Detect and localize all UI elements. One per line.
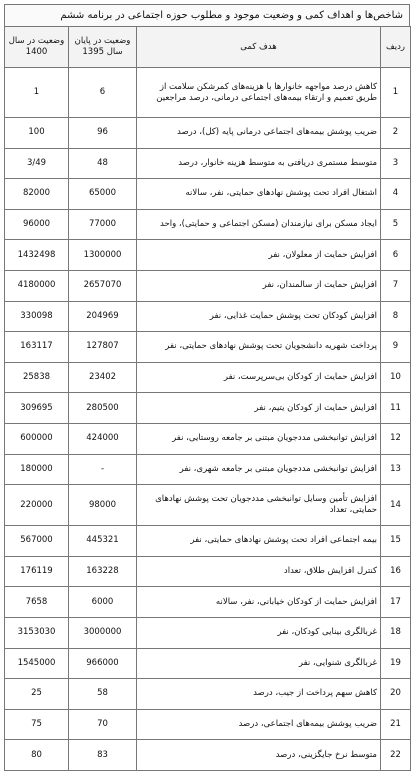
row-status-1400: 4180000 bbox=[5, 270, 69, 301]
row-goal: افزایش حمایت از کودکان بی‌سرپرست، نفر bbox=[137, 362, 381, 393]
row-status-1395: 58 bbox=[69, 679, 137, 710]
row-number: 14 bbox=[381, 485, 411, 526]
row-number: 11 bbox=[381, 393, 411, 424]
row-goal: ضریب پوشش بیمه‌های اجتماعی، درصد bbox=[137, 709, 381, 740]
table-row bbox=[5, 118, 411, 149]
row-number: 18 bbox=[381, 617, 411, 648]
row-status-1400: 96000 bbox=[5, 209, 69, 240]
row-goal: متوسط نرخ جایگزینی، درصد bbox=[137, 740, 381, 771]
row-status-1395: 1300000 bbox=[69, 240, 137, 271]
row-number: 8 bbox=[381, 301, 411, 332]
row-goal: افزایش حمایت از سالمندان، نفر bbox=[137, 270, 381, 301]
row-goal: کنترل افزایش طلاق، تعداد bbox=[137, 556, 381, 587]
row-number: 7 bbox=[381, 270, 411, 301]
row-status-1400: 220000 bbox=[5, 485, 69, 526]
row-number: 13 bbox=[381, 454, 411, 485]
row-goal: افزایش حمایت از کودکان خیابانی، نفر، سالانه bbox=[137, 587, 381, 618]
row-status-1400: 600000 bbox=[5, 423, 69, 454]
table-row bbox=[5, 679, 411, 710]
row-status-1400: 1 bbox=[5, 68, 69, 118]
header-status-1395: وضعیت در پایان سال 1395 bbox=[69, 27, 137, 68]
row-status-1395: 83 bbox=[69, 740, 137, 771]
indicators-table bbox=[4, 26, 411, 771]
table-row bbox=[5, 485, 411, 526]
document-page bbox=[4, 4, 410, 771]
row-goal: متوسط مستمری دریافتی به متوسط هزینه خانوار، درصد bbox=[137, 148, 381, 179]
table-row bbox=[5, 740, 411, 771]
row-status-1395: 96 bbox=[69, 118, 137, 149]
row-status-1395: 98000 bbox=[69, 485, 137, 526]
row-number: 20 bbox=[381, 679, 411, 710]
row-goal: افزایش تأمین وسایل توانبخشی مددجویان تحت پوشش نهادهای حمایتی، تعداد bbox=[137, 485, 381, 526]
header-radif: ردیف bbox=[381, 27, 411, 68]
row-status-1395: 3000000 bbox=[69, 617, 137, 648]
row-goal: اشتغال افراد تحت پوشش نهادهای حمایتی، نفر، سالانه bbox=[137, 179, 381, 210]
row-number: 17 bbox=[381, 587, 411, 618]
row-status-1400: 82000 bbox=[5, 179, 69, 210]
row-status-1400: 25838 bbox=[5, 362, 69, 393]
header-goal: هدف کمی bbox=[137, 27, 381, 68]
row-status-1400: 100 bbox=[5, 118, 69, 149]
row-number: 12 bbox=[381, 423, 411, 454]
row-number: 21 bbox=[381, 709, 411, 740]
row-goal: کاهش درصد مواجهه خانوارها با هزینه‌های کمرشکن سلامت از طریق تعمیم و ارتقاء بیمه‌های اجتماعی درمانی، درصد مراجعین bbox=[137, 68, 381, 118]
row-goal: افزایش کودکان تحت پوشش حمایت غذایی، نفر bbox=[137, 301, 381, 332]
row-goal: افزایش توانبخشی مددجویان مبتنی بر جامعه روستایی، نفر bbox=[137, 423, 381, 454]
row-status-1400: 3/49 bbox=[5, 148, 69, 179]
row-goal: غربالگری شنوایی، نفر bbox=[137, 648, 381, 679]
row-number: 6 bbox=[381, 240, 411, 271]
table-row bbox=[5, 648, 411, 679]
table-row bbox=[5, 393, 411, 424]
row-number: 15 bbox=[381, 526, 411, 557]
row-goal: افزایش توانبخشی مددجویان مبتنی بر جامعه شهری، نفر bbox=[137, 454, 381, 485]
table-row bbox=[5, 179, 411, 210]
row-goal: بیمه اجتماعی افراد تحت پوشش نهادهای حمایتی، نفر bbox=[137, 526, 381, 557]
row-goal: افزایش حمایت از کودکان یتیم، نفر bbox=[137, 393, 381, 424]
row-status-1395: 280500 bbox=[69, 393, 137, 424]
table-row bbox=[5, 556, 411, 587]
row-goal: ایجاد مسکن برای نیازمندان (مسکن اجتماعی و حمایتی)، واحد bbox=[137, 209, 381, 240]
row-status-1395: 48 bbox=[69, 148, 137, 179]
row-goal: غربالگری بینایی کودکان، نفر bbox=[137, 617, 381, 648]
table-row bbox=[5, 209, 411, 240]
row-status-1395: 127807 bbox=[69, 332, 137, 363]
table-row bbox=[5, 270, 411, 301]
row-status-1400: 1432498 bbox=[5, 240, 69, 271]
row-status-1395: 204969 bbox=[69, 301, 137, 332]
header-status-1400: وضعیت در سال 1400 bbox=[5, 27, 69, 68]
row-status-1395: 424000 bbox=[69, 423, 137, 454]
table-row bbox=[5, 362, 411, 393]
row-status-1395: 77000 bbox=[69, 209, 137, 240]
row-number: 9 bbox=[381, 332, 411, 363]
row-status-1400: 309695 bbox=[5, 393, 69, 424]
row-number: 16 bbox=[381, 556, 411, 587]
row-status-1400: 3153030 bbox=[5, 617, 69, 648]
row-status-1395: 163228 bbox=[69, 556, 137, 587]
table-row bbox=[5, 709, 411, 740]
table-row bbox=[5, 454, 411, 485]
row-number: 2 bbox=[381, 118, 411, 149]
table-row bbox=[5, 587, 411, 618]
row-number: 3 bbox=[381, 148, 411, 179]
table-row bbox=[5, 332, 411, 363]
row-goal: پرداخت شهریه دانشجویان تحت پوشش نهادهای حمایتی، نفر bbox=[137, 332, 381, 363]
header-row bbox=[5, 27, 411, 68]
row-status-1395: 6000 bbox=[69, 587, 137, 618]
row-number: 22 bbox=[381, 740, 411, 771]
row-number: 19 bbox=[381, 648, 411, 679]
row-status-1400: 330098 bbox=[5, 301, 69, 332]
row-status-1395: 23402 bbox=[69, 362, 137, 393]
row-status-1395: 445321 bbox=[69, 526, 137, 557]
table-row bbox=[5, 148, 411, 179]
row-status-1400: 75 bbox=[5, 709, 69, 740]
table-caption: شاخص‌ها و اهداف کمی و وضعیت موجود و مطلوب حوزه اجتماعی در برنامه ششم bbox=[4, 4, 410, 26]
table-row bbox=[5, 68, 411, 118]
table-row bbox=[5, 301, 411, 332]
row-number: 4 bbox=[381, 179, 411, 210]
row-status-1400: 1545000 bbox=[5, 648, 69, 679]
row-status-1395: 966000 bbox=[69, 648, 137, 679]
row-status-1400: 180000 bbox=[5, 454, 69, 485]
row-number: 1 bbox=[381, 68, 411, 118]
row-status-1400: 25 bbox=[5, 679, 69, 710]
row-status-1400: 7658 bbox=[5, 587, 69, 618]
table-body bbox=[5, 68, 411, 771]
row-number: 10 bbox=[381, 362, 411, 393]
row-status-1400: 567000 bbox=[5, 526, 69, 557]
table-row bbox=[5, 240, 411, 271]
row-status-1400: 80 bbox=[5, 740, 69, 771]
row-status-1395: - bbox=[69, 454, 137, 485]
row-status-1395: 70 bbox=[69, 709, 137, 740]
row-goal: کاهش سهم پرداخت از جیب، درصد bbox=[137, 679, 381, 710]
row-status-1395: 2657070 bbox=[69, 270, 137, 301]
table-row bbox=[5, 617, 411, 648]
table-row bbox=[5, 526, 411, 557]
row-status-1400: 176119 bbox=[5, 556, 69, 587]
row-number: 5 bbox=[381, 209, 411, 240]
row-goal: افزایش حمایت از معلولان، نفر bbox=[137, 240, 381, 271]
row-status-1395: 6 bbox=[69, 68, 137, 118]
table-row bbox=[5, 423, 411, 454]
row-status-1395: 65000 bbox=[69, 179, 137, 210]
row-goal: ضریب پوشش بیمه‌های اجتماعی درمانی پایه (کل)، درصد bbox=[137, 118, 381, 149]
row-status-1400: 163117 bbox=[5, 332, 69, 363]
